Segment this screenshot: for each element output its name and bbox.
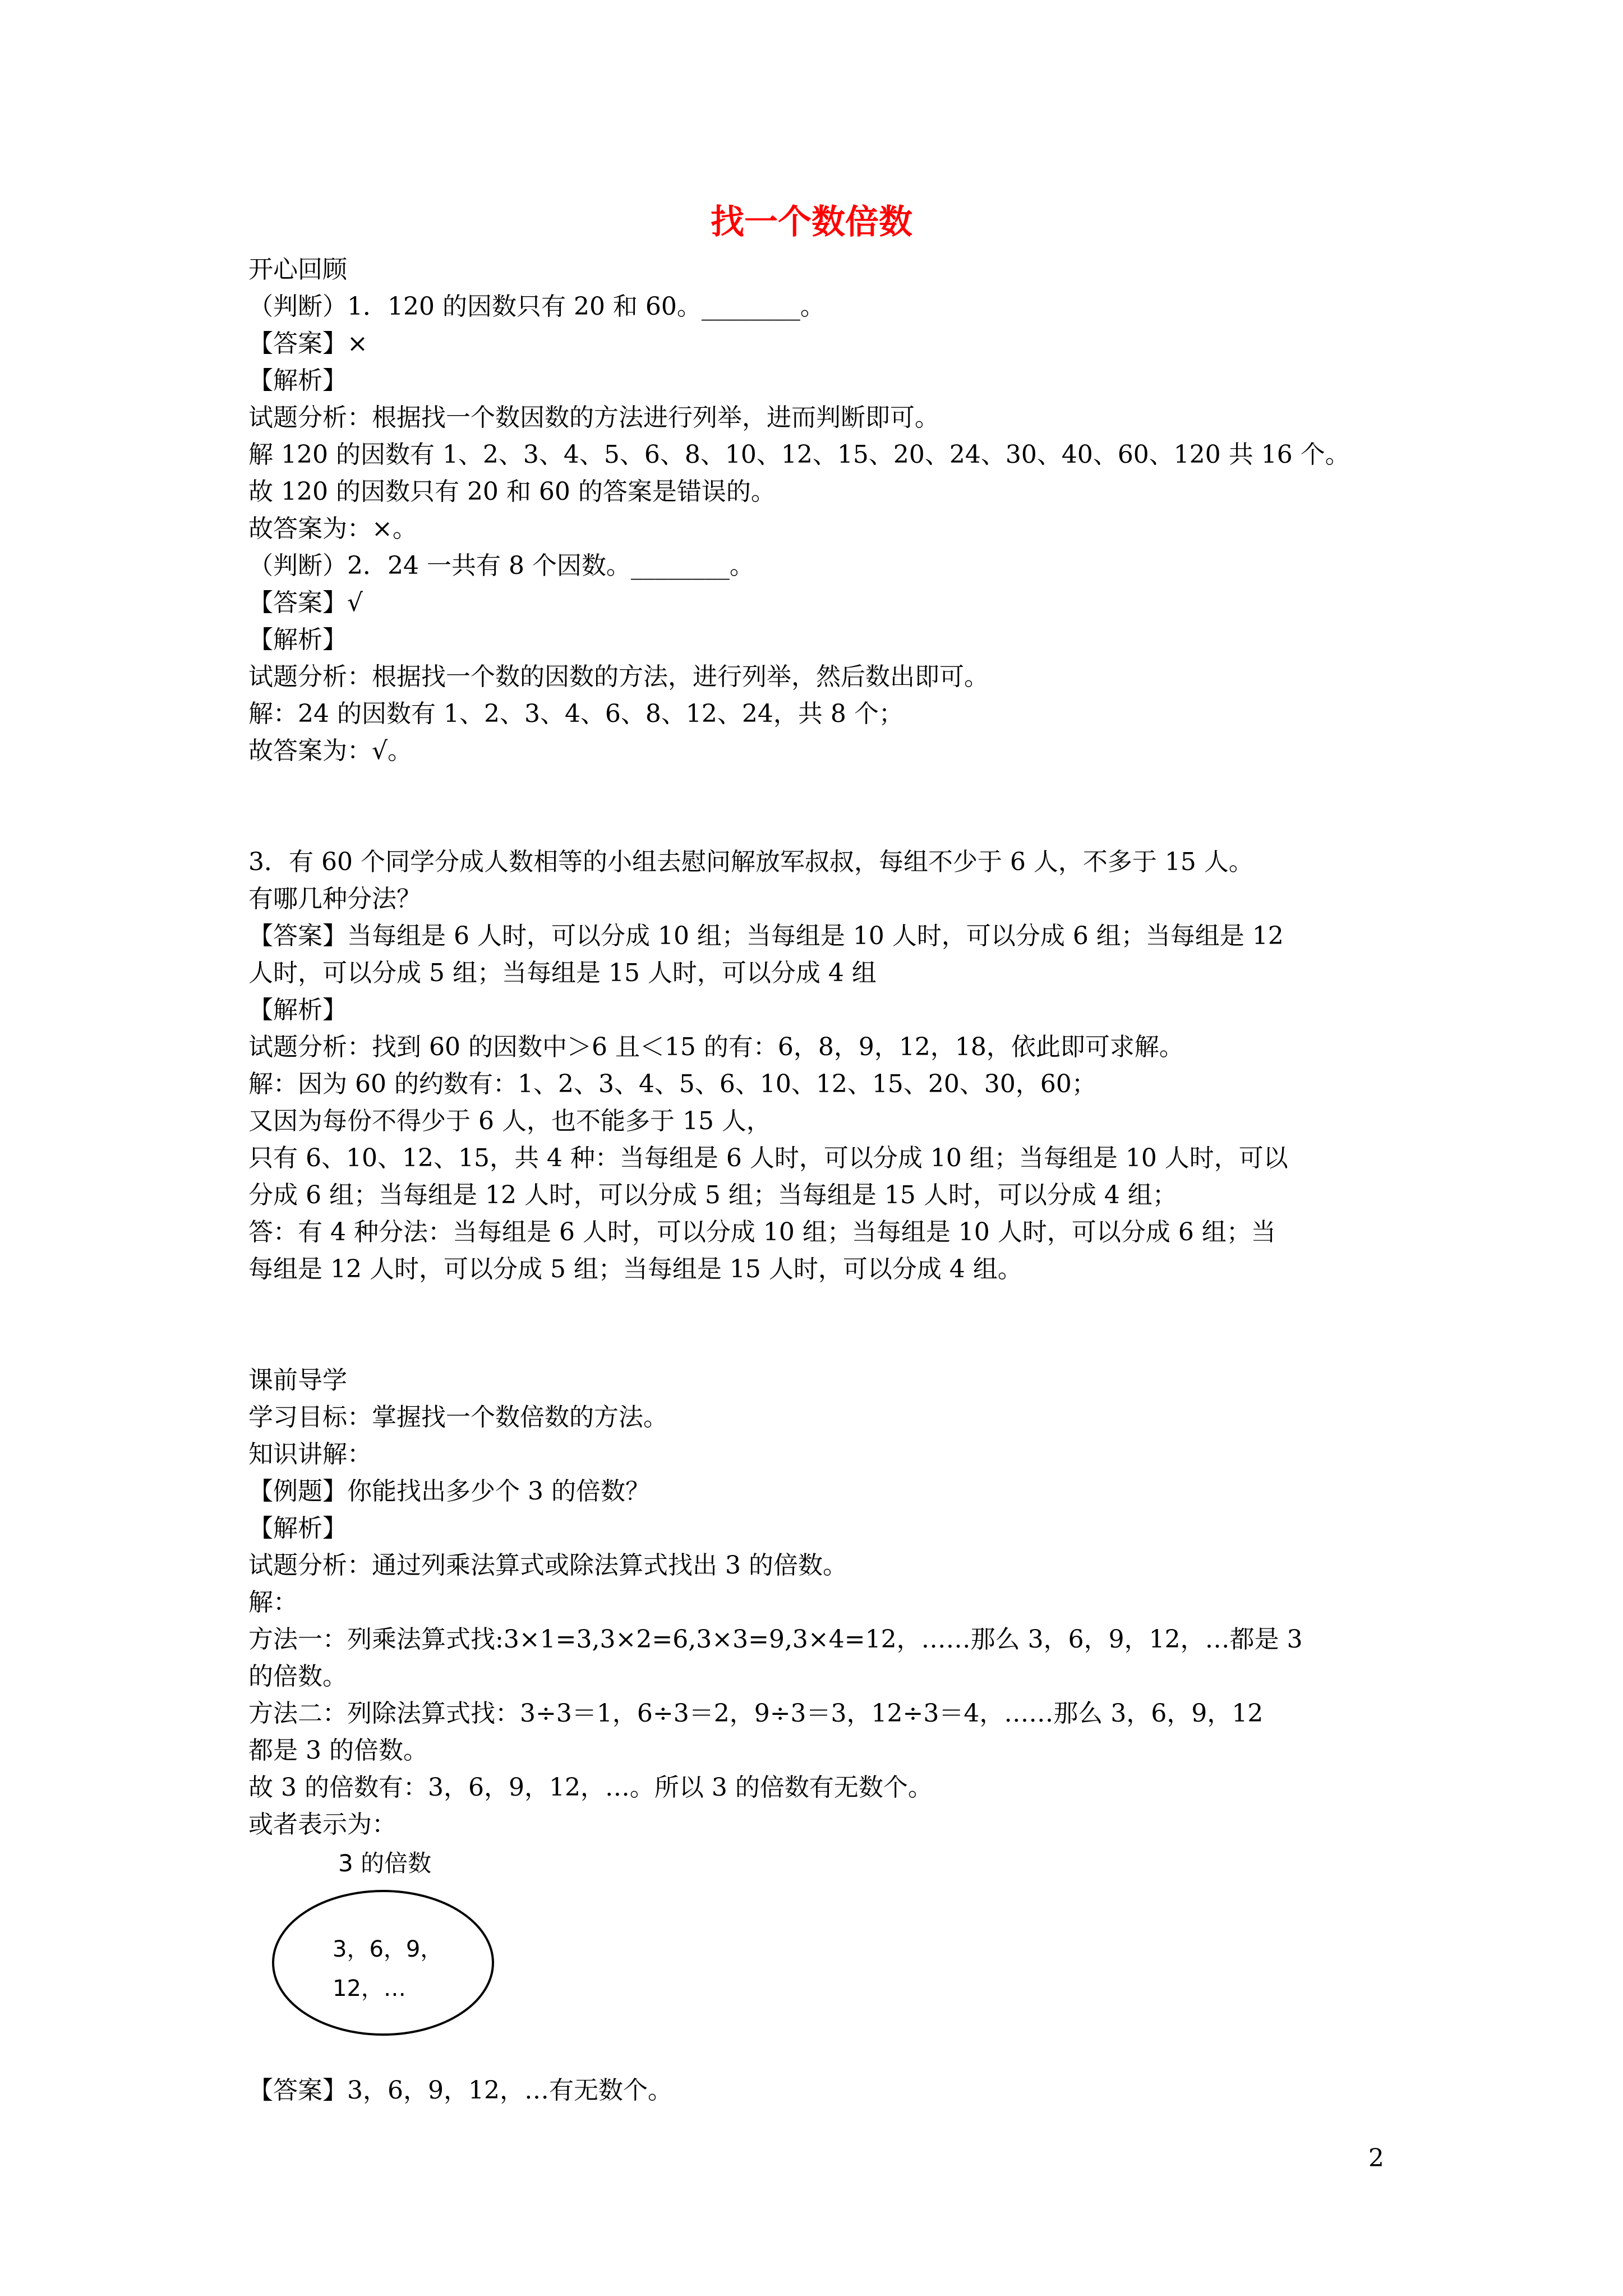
analysis-heading-example: 【解析】 — [248, 1514, 347, 1543]
question-3-section — [248, 844, 1393, 1288]
spacer — [248, 770, 1393, 844]
figure-title: 3 的倍数 — [338, 1849, 432, 1877]
solution-1: 解 120 的因数有 1、2、3、4、5、6、8、10、12、15、20、24、30、40、60、120 共 16 个。 — [248, 440, 1350, 469]
question-3-cont: 有哪几种分法？ — [248, 885, 421, 913]
learning-goal: 学习目标：掌握找一个数倍数的方法。 — [248, 1403, 668, 1432]
knowledge-heading: 知识讲解： — [248, 1440, 372, 1469]
solution-2: 解：24 的因数有 1、2、3、4、6、8、12、24，共 8 个； — [248, 700, 903, 728]
document-body — [248, 251, 1393, 2109]
example-answer: 【答案】3，6，9，12，…有无数个。 — [248, 2076, 672, 2105]
analysis-heading-2: 【解析】 — [248, 625, 347, 654]
analysis-heading-3: 【解析】 — [248, 996, 347, 1024]
solution-3-b: 又因为每份不得少于 6 人，也不能多于 15 人， — [248, 1107, 771, 1135]
multiples-conclusion: 故 3 的倍数有：3，6，9，12，…。所以 3 的倍数有无数个。 — [248, 1773, 933, 1802]
final-answer-2: 故答案为：√。 — [248, 737, 413, 765]
solution-3-c: 只有 6、10、12、15，共 4 种：当每组是 6 人时，可以分成 10 组；当每组是 10 人时，可以 — [248, 1144, 1288, 1172]
answer-2: 【答案】√ — [248, 588, 363, 617]
solution-3-d: 分成 6 组；当每组是 12 人时，可以分成 5 组；当每组是 15 人时，可以分成 4 组； — [248, 1181, 1177, 1209]
answer-1: 【答案】× — [248, 329, 368, 358]
answer-3-cont: 人时，可以分成 5 组；当每组是 15 人时，可以分成 4 组 — [248, 959, 877, 987]
solution-3: 解：因为 60 的约数有：1、2、3、4、5、6、10、12、15、20、30，60； — [248, 1070, 1096, 1098]
analysis-3: 试题分析：找到 60 的因数中＞6 且＜15 的有：6，8，9，12，18，依此即可求解。 — [248, 1033, 1184, 1061]
solution-1-conclusion: 故 120 的因数只有 20 和 60 的答案是错误的。 — [248, 477, 776, 506]
solution-label: 解： — [248, 1588, 298, 1617]
alternative-representation: 或者表示为： — [248, 1810, 396, 1839]
method-one: 方法一：列乘法算式找:3×1=3,3×2=6,3×3=9,3×4=12，……那么 3，6，9，12，…都是 3 — [248, 1625, 1303, 1654]
final-answer-1: 故答案为：×。 — [248, 514, 417, 543]
method-two: 方法二：列除法算式找：3÷3＝1，6÷3＝2，9÷3＝3，12÷3＝4，……那么 3，6，9，12 — [248, 1699, 1264, 1728]
final-answer-3: 答：有 4 种分法：当每组是 6 人时，可以分成 10 组；当每组是 10 人时，可以分成 6 组；当 — [248, 1218, 1276, 1246]
analysis-heading-1: 【解析】 — [248, 366, 347, 395]
answer-3: 【答案】当每组是 6 人时，可以分成 10 组；当每组是 10 人时，可以分成 6 组；当每组是 12 — [248, 922, 1284, 950]
section-heading-guide: 课前导学 — [248, 1366, 347, 1395]
final-answer-3-cont: 每组是 12 人时，可以分成 5 组；当每组是 15 人时，可以分成 4 组。 — [248, 1255, 1022, 1283]
question-2: （判断）2．24 一共有 8 个因数。________。 — [248, 551, 754, 580]
figure-values-line-1: 3，6，9， — [333, 1936, 443, 1962]
page-title: 找一个数倍数 — [711, 203, 912, 242]
analysis-2: 试题分析：根据找一个数的因数的方法，进行列举，然后数出即可。 — [248, 662, 989, 691]
figure-values-line-2: 12，… — [333, 1976, 406, 2001]
multiples-of-3-figure — [248, 1848, 518, 2072]
question-3: 3．有 60 个同学分成人数相等的小组去慰问解放军叔叔，每组不少于 6 人，不多于 15 人。 — [248, 848, 1253, 876]
analysis-1: 试题分析：根据找一个数因数的方法进行列举，进而判断即可。 — [248, 403, 939, 432]
example-question: 【例题】你能找出多少个 3 的倍数？ — [248, 1477, 650, 1506]
method-two-cont: 都是 3 的倍数。 — [248, 1736, 428, 1765]
review-section — [248, 251, 1393, 770]
question-1: （判断）1．120 的因数只有 20 和 60。________。 — [248, 292, 825, 321]
method-one-cont: 的倍数。 — [248, 1662, 347, 1691]
section-heading-review: 开心回顾 — [248, 255, 347, 284]
spacer — [248, 1288, 1393, 1362]
analysis-example: 试题分析：通过列乘法算式或除法算式找出 3 的倍数。 — [248, 1551, 847, 1580]
guide-section — [248, 1362, 1393, 1843]
page-number: 2 — [1368, 2144, 1384, 2173]
